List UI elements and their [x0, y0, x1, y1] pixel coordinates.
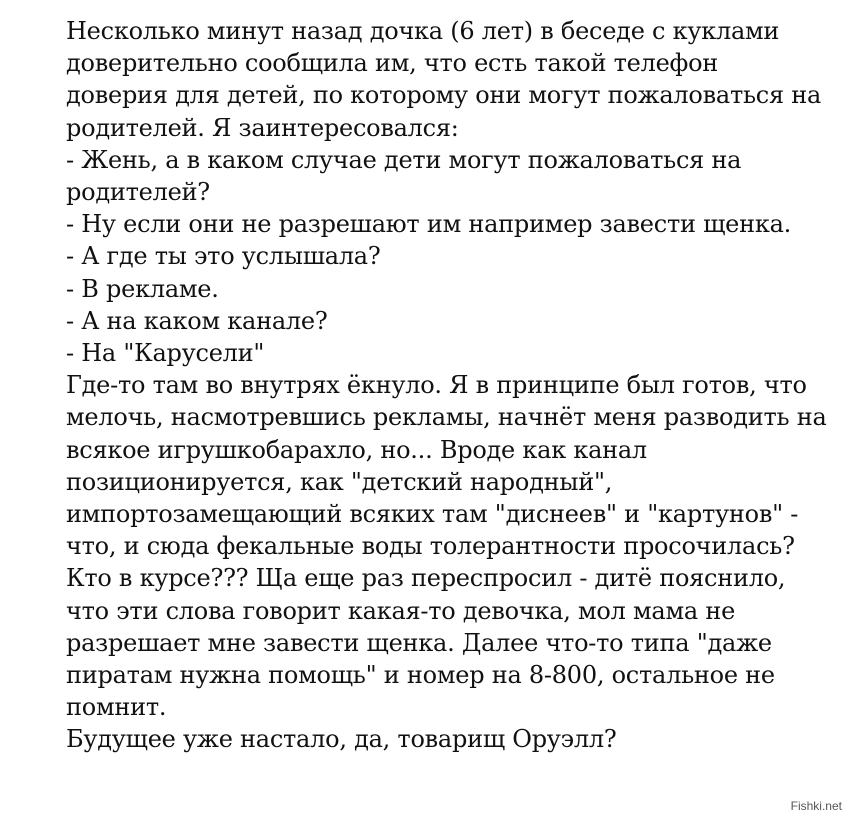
story-line: доверительно сообщила им, что есть такой телефон: [66, 49, 719, 78]
story-line: импортозамещающий всяких там "диснеев" и "картунов" -: [66, 500, 799, 529]
story-line: помнит.: [66, 693, 167, 722]
story-line: мелочь, насмотревшись рекламы, начнёт меня разводить на: [66, 403, 827, 432]
story-line: родителей?: [66, 178, 210, 207]
story-line: пиратам нужна помощь" и номер на 8-800, остальное не: [66, 661, 775, 690]
watermark: Fishki.net: [790, 799, 842, 813]
story-line: что эти слова говорит какая-то девочка, мол мама не: [66, 596, 736, 625]
story-line: разрешает мне завести щенка. Далее что-то типа "даже: [66, 628, 772, 657]
story-line: Несколько минут назад дочка (6 лет) в беседе с куклами: [66, 17, 780, 45]
story-line: - Ну если они не разрешают им например завести щенка.: [66, 210, 792, 239]
story-line: Кто в курсе??? Ща еще раз переспросил - дитё пояснило,: [66, 564, 786, 593]
story-line: доверия для детей, по которому они могут пожаловаться на: [66, 81, 822, 110]
story-line: - В рекламе.: [66, 274, 219, 303]
story-line: Где-то там во внутрях ёкнуло. Я в принципе был готов, что: [66, 371, 807, 400]
story-text: [66, 15, 841, 756]
story-line: - А где ты это услышала?: [66, 242, 381, 271]
story-line: - А на каком канале?: [66, 306, 328, 335]
story-line: Будущее уже настало, да, товарищ Оруэлл?: [66, 725, 617, 754]
story-line: родителей. Я заинтересовался:: [66, 113, 459, 142]
story-line: что, и сюда фекальные воды толерантности просочилась?: [66, 532, 795, 561]
story-line: - Жень, а в каком случае дети могут пожаловаться на: [66, 145, 742, 174]
story-line: всякое игрушкобарахло, но... Вроде как канал: [66, 435, 647, 464]
story-line: - На "Карусели": [66, 339, 265, 368]
story-line: позиционируется, как "детский народный",: [66, 467, 613, 496]
